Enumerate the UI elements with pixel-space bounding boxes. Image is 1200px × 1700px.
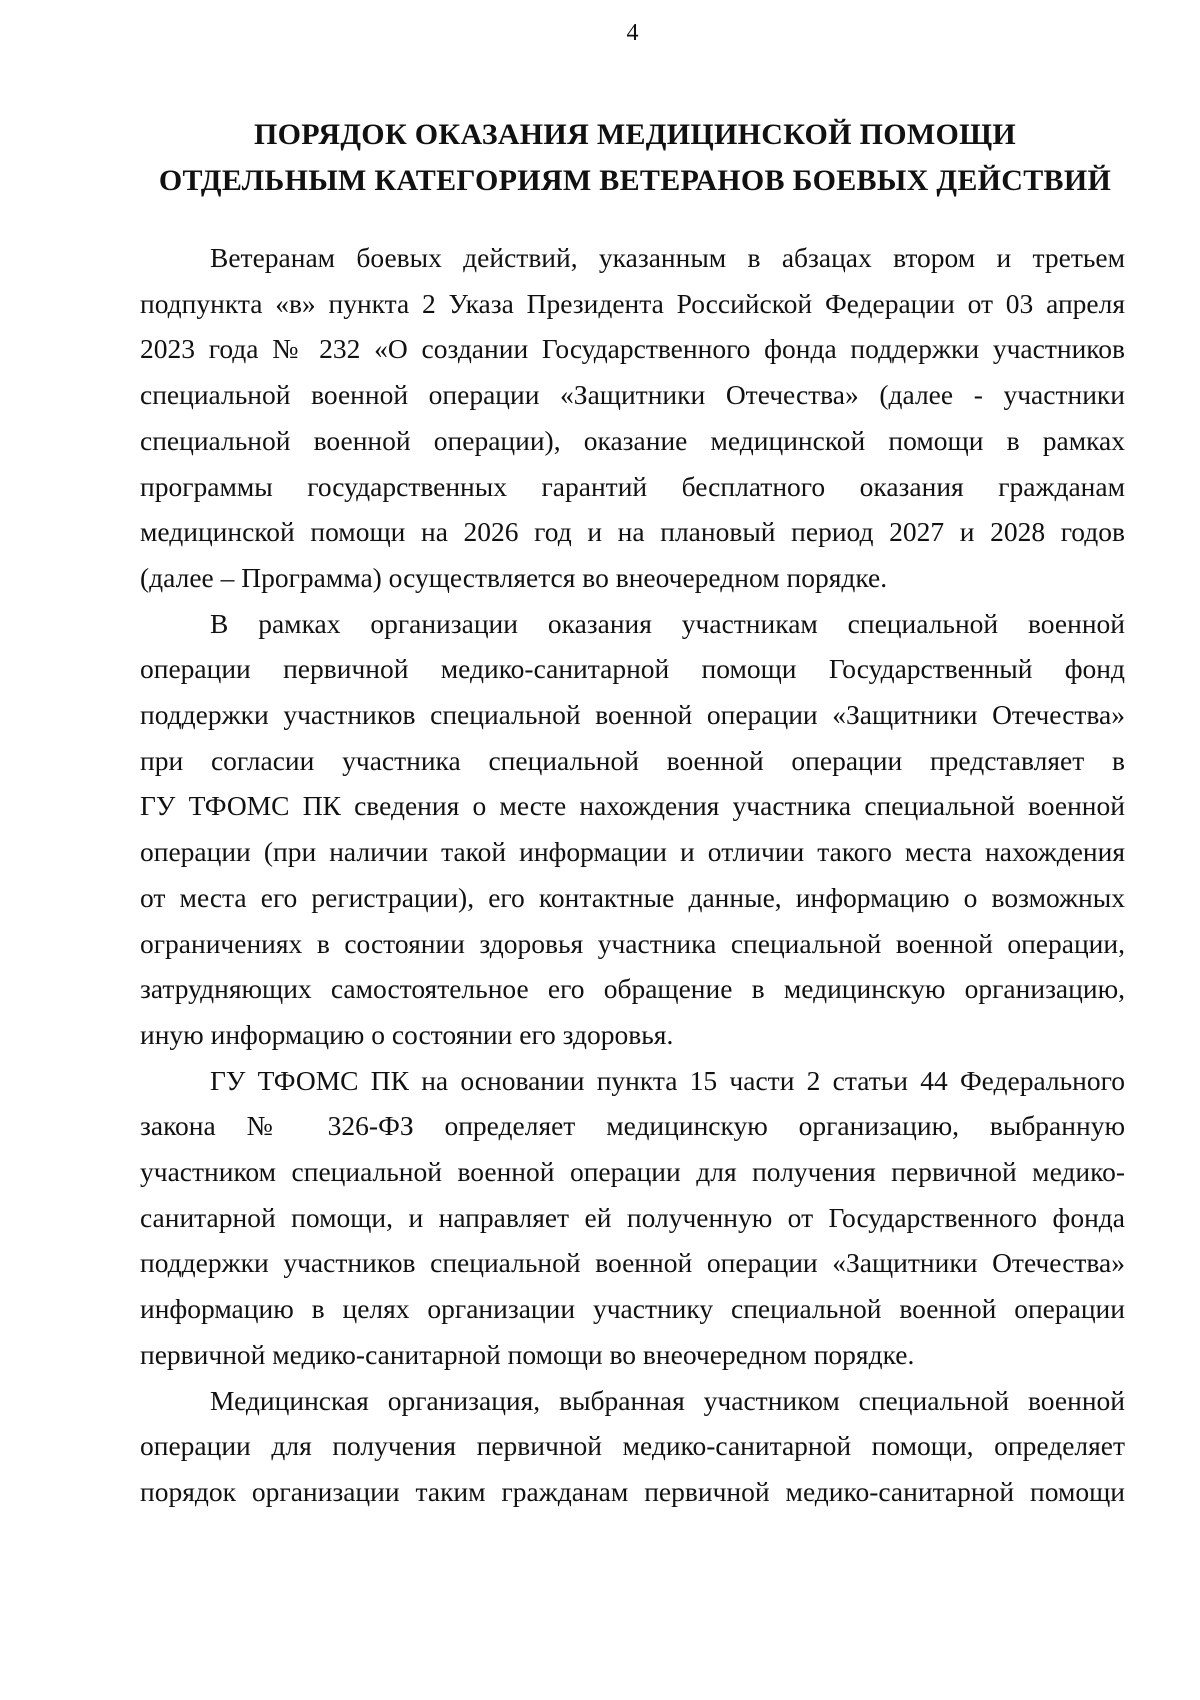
text-line: операции (при наличии такой информации и отличии такого места нахождения (140, 836, 1125, 868)
text-line: (далее – Программа) осуществляется во внеочередном порядке. (140, 561, 888, 593)
document-body (140, 235, 1125, 1515)
text-line: подпункта «в» пункта 2 Указа Президента Российской Федерации от 03 апреля (140, 287, 1125, 319)
text-line: 2023 года № 232 «О создании Государственного фонда поддержки участников (140, 333, 1125, 365)
text-line: ГУ ТФОМС ПК на основании пункта 15 части 2 статьи 44 Федерального (210, 1064, 1125, 1096)
text-line: медицинской помощи на 2026 год и на плановый период 2027 и 2028 годов (140, 516, 1125, 548)
page-number: 4 (626, 20, 639, 46)
paragraph-3 (140, 1058, 1125, 1378)
text-line: В рамках организации оказания участникам специальной военной (210, 607, 1125, 639)
text-line: от места его регистрации), его контактные данные, информацию о возможных (140, 881, 1125, 913)
paragraph-1 (140, 235, 1125, 601)
document-title (140, 112, 1130, 204)
text-line: Медицинская организация, выбранная участником специальной военной (210, 1384, 1125, 1416)
text-line: ограничениях в состоянии здоровья участника специальной военной операции, (140, 927, 1125, 959)
text-line: при согласии участника специальной военной операции представляет в (140, 744, 1125, 776)
text-line: санитарной помощи, и направляет ей полученную от Государственного фонда (140, 1201, 1125, 1233)
text-line: поддержки участников специальной военной операции «Защитники Отечества» (140, 699, 1125, 731)
text-line: поддержки участников специальной военной операции «Защитники Отечества» (140, 1247, 1125, 1279)
text-line: программы государственных гарантий бесплатного оказания гражданам (140, 470, 1125, 502)
paragraph-4 (140, 1378, 1125, 1515)
paragraph-2 (140, 601, 1125, 1058)
text-line: специальной военной операции), оказание медицинской помощи в рамках (140, 424, 1125, 456)
text-line: затрудняющих самостоятельное его обращение в медицинскую организацию, (140, 973, 1125, 1005)
text-line: ГУ ТФОМС ПК сведения о месте нахождения участника специальной военной (140, 790, 1125, 822)
text-line: первичной медико-санитарной помощи во внеочередном порядке. (140, 1338, 915, 1370)
text-line: иную информацию о состоянии его здоровья. (140, 1018, 674, 1050)
text-line: операции для получения первичной медико-санитарной помощи, определяет (140, 1430, 1125, 1462)
text-line: Ветеранам боевых действий, указанным в абзацах втором и третьем (210, 242, 1125, 273)
text-line: специальной военной операции «Защитники Отечества» (далее - участники (140, 379, 1125, 411)
title-line-2: ОТДЕЛЬНЫМ КАТЕГОРИЯМ ВЕТЕРАНОВ БОЕВЫХ ДЕЙСТВИЙ (158, 164, 1112, 197)
title-line-1: ПОРЯДОК ОКАЗАНИЯ МЕДИЦИНСКОЙ ПОМОЩИ (254, 118, 1016, 151)
text-line: порядок организации таким гражданам первичной медико-санитарной помощи (140, 1475, 1125, 1507)
text-line: операции первичной медико-санитарной помощи Государственный фонд (140, 653, 1125, 685)
text-line: закона № 326-ФЗ определяет медицинскую организацию, выбранную (140, 1110, 1125, 1142)
text-line: информацию в целях организации участнику специальной военной операции (140, 1293, 1125, 1325)
text-line: участником специальной военной операции для получения первичной медико- (140, 1156, 1125, 1188)
